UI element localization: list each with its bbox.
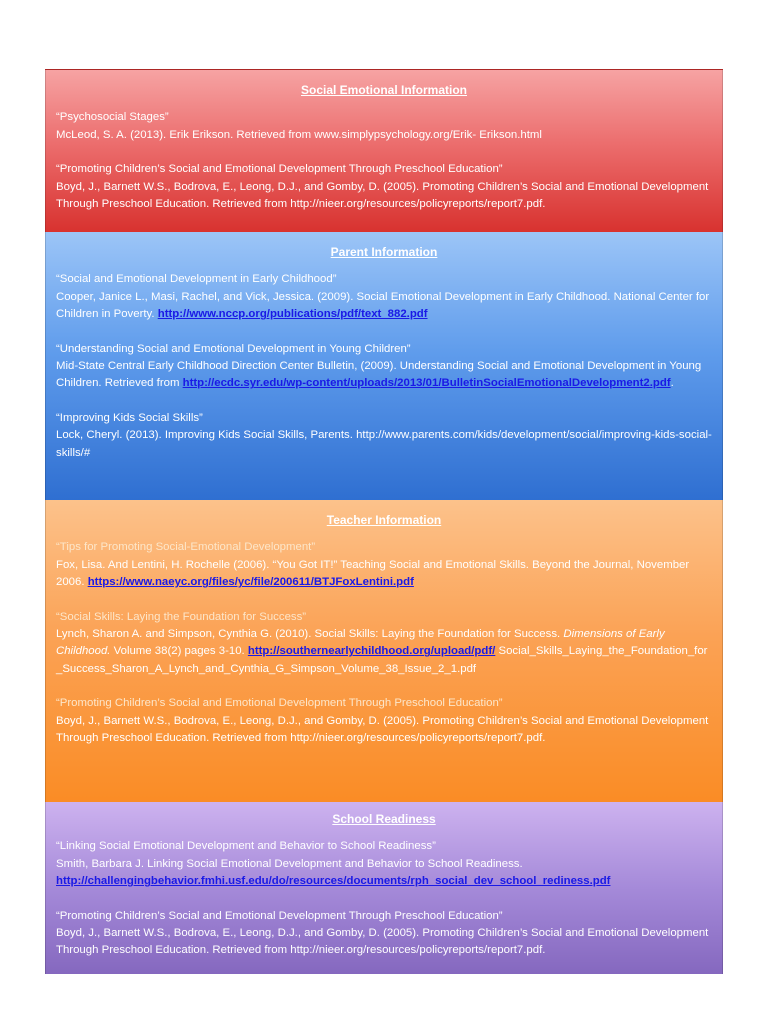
reference-link[interactable]: http://southernearlychildhood.org/upload/pdf/ [247,645,496,658]
reference-title: “Improving Kids Social Skills” [56,411,203,424]
reference-title: “Tips for Promoting Social-Emotional Development” [56,541,316,554]
citation-text: Mid-State Central Early Childhood Direction Center Bulletin, (2009). Understanding Social and Emotional Development in Young Children. Retrieved from [56,360,702,390]
reference-entry [56,161,712,213]
reference-title: “Promoting Children’s Social and Emotional Development Through Preschool Education” [56,909,503,922]
section-teacher-information [45,500,723,802]
section-heading: Parent Information [330,245,438,259]
reference-citation: McLeod, S. A. (2013). Erik Erikson. Retrieved from www.simplypsychology.org/Erik- Erikson.html [56,128,542,141]
citation-text: Fox, Lisa. And Lentini, H. Rochelle (2006). “You Got IT!” Teaching Social and Emotional Skills. Beyond the Journal, November 2006. [56,558,690,589]
reference-entry [56,695,712,747]
section-heading: Social Emotional Information [300,83,467,97]
section-heading: School Readiness [332,812,436,826]
citation-suffix: Social_Skills_Laying_the_Foundation_for_Success_Sharon_A_Lynch_and_Cynthia_G_Simpson_Volume_38_Issue_2_1.pdf [56,645,708,675]
reference-citation: Boyd, J., Barnett W.S., Bodrova, E., Leong, D.J., and Gomby, D. (2005). Promoting Children’s Social and Emotional Development Through Preschool Education. Retrieved from http://nieer.org/resources/policyreports/report7.pdf. [56,180,709,211]
reference-citation [56,557,712,592]
reference-citation: Smith, Barbara J. Linking Social Emotional Development and Behavior to School Readiness. [56,857,523,870]
reference-title: “Linking Social Emotional Development and Behavior to School Readiness” [56,840,436,853]
citation-text: Cooper, Janice L., Masi, Rachel, and Vick, Jessica. (2009). Social Emotional Development in Early Childhood. National Center for Children in Poverty. [56,290,710,321]
reference-entry [56,341,712,393]
reference-citation [56,358,712,393]
reference-entry [56,410,712,462]
citation-text-2: Volume 38(2) pages 3-10. [113,645,245,658]
reference-link[interactable]: http://www.nccp.org/publications/pdf/text_882.pdf [157,308,428,321]
reference-citation: Lock, Cheryl. (2013). Improving Kids Social Skills, Parents. http://www.parents.com/kids/development/social/improving-kids-social-skills/# [56,429,712,459]
reference-entry [56,539,712,591]
reference-citation [56,626,712,678]
reference-link-line [56,873,712,890]
reference-title: “Social and Emotional Development in Early Childhood” [56,273,337,286]
section-heading: Teacher Information [326,513,442,527]
reference-link[interactable]: http://ecdc.syr.edu/wp-content/uploads/2013/01/BulletinSocialEmotionalDevelopment2.pdf [182,377,671,390]
section-parent-information [45,232,723,500]
reference-entry [56,109,712,144]
reference-title: “Promoting Children’s Social and Emotional Development Through Preschool Education” [56,697,503,710]
reference-entry [56,838,712,890]
reference-link[interactable]: http://challengingbehavior.fmhi.usf.edu/do/resources/documents/rph_social_dev_school_rediness.pdf [56,875,611,888]
reference-entry [56,609,712,679]
reference-citation: Boyd, J., Barnett W.S., Bodrova, E., Leong, D.J., and Gomby, D. (2005). Promoting Children’s Social and Emotional Development Through Preschool Education. Retrieved from http://nieer.org/resources/policyreports/report7.pdf. [56,927,709,957]
section-school-readiness [45,802,723,974]
reference-citation [56,289,712,324]
reference-citation: Boyd, J., Barnett W.S., Bodrova, E., Leong, D.J., and Gomby, D. (2005). Promoting Children’s Social and Emotional Development Through Preschool Education. Retrieved from http://nieer.org/resources/policyreports/report7.pdf. [56,714,709,745]
reference-title: “Psychosocial Stages” [56,111,169,124]
reference-link[interactable]: https://www.naeyc.org/files/yc/file/200611/BTJFoxLentini.pdf [87,576,414,589]
citation-text: Lynch, Sharon A. and Simpson, Cynthia G. (2010). Social Skills: Laying the Foundation for Success. [56,628,561,641]
reference-entry [56,271,712,323]
citation-journal: Dimensions of Early Childhood. [56,628,665,658]
reference-title: “Social Skills: Laying the Foundation for Success” [56,610,307,623]
resource-page [45,69,723,974]
reference-title: “Understanding Social and Emotional Development in Young Children” [56,342,411,355]
citation-suffix: . [670,377,674,390]
reference-title: “Promoting Children’s Social and Emotional Development Through Preschool Education” [56,163,503,176]
reference-entry [56,908,712,960]
section-social-emotional [45,69,723,232]
